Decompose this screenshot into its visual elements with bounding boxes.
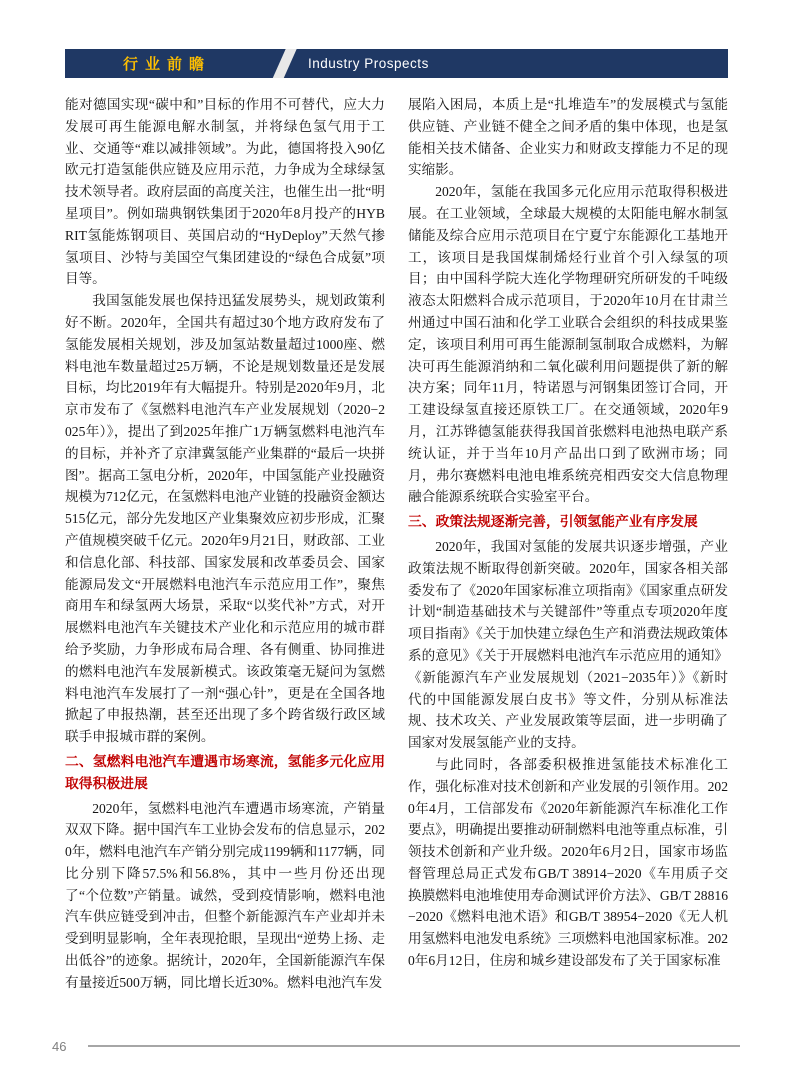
two-column-body — [65, 94, 728, 994]
section-title-english: Industry Prospects — [308, 56, 429, 71]
page-footer — [52, 1037, 740, 1055]
paragraph: 与此同时，各部委积极推进氢能技术标准化工作，强化标准对技术创新和产业发展的引领作用。2020年4月，工信部发布《2020年新能源汽车标准化工作要点》，明确提出要推动研制燃料电池等重点标准，引领技术创新和产业升级。2020年6月2日，国家市场监督管理总局正式发布GB/T 38914−2020《车用质子交换膜燃料电池堆使用寿命测试评价方法》、GB/T 28816−2020《燃料电池术语》和GB/T 38954−2020《无人机用氢燃料电池发电系统》三项燃料电池国家标准。2020年6月12日，住房和城乡建设部发布了关于国家标准 — [408, 756, 728, 969]
paragraph: 2020年，我国对氢能的发展共识逐步增强，产业政策法规不断取得创新突破。2020年，国家各相关部委发布了《2020年国家标准立项指南》《国家重点研发计划“制造基础技术与关键部件”等重点专项2020年度项目指南》《关于加快建立绿色生产和消费法规政策体系的意见》《关于开展燃料电池汽车示范应用的通知》《新能源汽车产业发展规划（2021−2035年）》《新时代的中国能源发展白皮书》等文件，分别从标准法规、技术攻关、产业发展政策等层面，进一步明确了国家对发展氢能产业的支持。 — [408, 538, 728, 751]
section-heading-2: 二、氢燃料电池汽车遭遇市场寒流，氢能多元化应用取得积极进展 — [65, 753, 385, 791]
paragraph: 能对德国实现“碳中和”目标的作用不可替代，应大力发展可再生能源电解水制氢，并将绿色氢气用于工业、交通等“难以减排领域”。为此，德国将投入90亿欧元打造氢能供应链及应用示范，力争成为全球绿氢技术领导者。政府层面的高度关注，也催生出一批“明星项目”。例如瑞典钢铁集团于2020年8月投产的HYBRIT氢能炼钢项目、英国启动的“HyDeploy”天然气掺氢项目、沙特与美国空气集团建设的“绿色合成氨”项目等。 — [65, 97, 385, 287]
section-header-bar — [65, 49, 728, 78]
paragraph: 展陷入困局，本质上是“扎堆造车”的发展模式与氢能供应链、产业链不健全之间矛盾的集中体现，也是氢能相关技术储备、企业实力和财政支撑能力不足的现实缩影。 — [408, 97, 728, 178]
paragraph: 我国氢能发展也保持迅猛发展势头，规划政策利好不断。2020年，全国共有超过30个地方政府发布了氢能发展相关规划，涉及加氢站数量超过1000座、燃料电池车数量超过25万辆，不论是规划数量还是发展目标，均比2019年有大幅提升。特别是2020年9月，北京市发布了《氢燃料电池汽车产业发展规划（2020−2025年）》，提出了到2025年推广1万辆氢燃料电池汽车的目标，并补齐了京津冀氢能产业集群的“最后一块拼图”。据高工氢电分析，2020年，中国氢能产业投融资规模为712亿元，在氢燃料电池产业链的投融资金额达515亿元，部分先发地区产业集聚效应初步形成，汇聚产值规模突破千亿元。2020年9月21日，财政部、工业和信息化部、科技部、国家发展和改革委员会、国家能源局发文“开展燃料电池汽车示范应用工作”，聚焦商用车和绿氢两大场景，采取“以奖代补”方式，对开展燃料电池汽车关键技术产业化和示范应用的城市群给予奖励，力争形成布局合理、各有侧重、协同推进的燃料电池汽车发展新模式。该政策毫无疑问为氢燃料电池汽车发展打了一剂“强心针”，更是在全国各地掀起了申报热潮，甚至还出现了多个跨省级行政区域联手申报城市群的案例。 — [65, 293, 385, 745]
diagonal-slash-icon — [268, 49, 300, 78]
right-column — [408, 94, 728, 994]
paragraph: 2020年，氢燃料电池汽车遭遇市场寒流，产销量双双下降。据中国汽车工业协会发布的信息显示，2020年，燃料电池汽车产销分别完成1199辆和1177辆，同比分别下降57.5%和56.8%，其中一些月份还出现了“个位数”产销量。诚然，受到疫情影响，燃料电池汽车供应链受到冲击，但整个新能源汽车产业却并未受到明显影响，全年表现抢眼，呈现出“逆势上扬、走出低谷”的迹象。据统计，2020年，全国新能源汽车保有量接近500万辆，同比增长近30%。燃料电池汽车发 — [65, 800, 385, 990]
footer-rule — [88, 1045, 740, 1047]
section-title-chinese: 行业前瞻 — [123, 56, 212, 73]
section-heading-3: 三、政策法规逐渐完善，引领氢能产业有序发展 — [408, 514, 698, 530]
page-number: 46 — [52, 1038, 67, 1054]
paragraph: 2020年，氢能在我国多元化应用示范取得积极进展。在工业领域，全球最大规模的太阳能电解水制氢储能及综合应用示范项目在宁夏宁东能源化工基地开工，该项目是我国煤制烯烃行业首个引入绿氢的项目；由中国科学院大连化学物理研究所研发的千吨级液态太阳燃料合成示范项目，于2020年10月在甘肃兰州通过中国石油和化学工业联合会组织的科技成果鉴定，该项目利用可再生能源制氢制取合成燃料，为解决可再生能源消纳和二氧化碳利用问题提供了新的解决方案；同年11月，特诺恩与河钢集团签订合同，开工建设绿氢直接还原铁工厂。在交通领域，2020年9月，江苏铧德氢能获得我国首张燃料电池热电联产系统认证，并于当年10月产品出口到了欧洲市场；同月，弗尔赛燃料电池电堆系统亮相西安交大信息物理融合能源系统联合实验室平台。 — [408, 184, 728, 505]
left-column — [65, 94, 385, 994]
